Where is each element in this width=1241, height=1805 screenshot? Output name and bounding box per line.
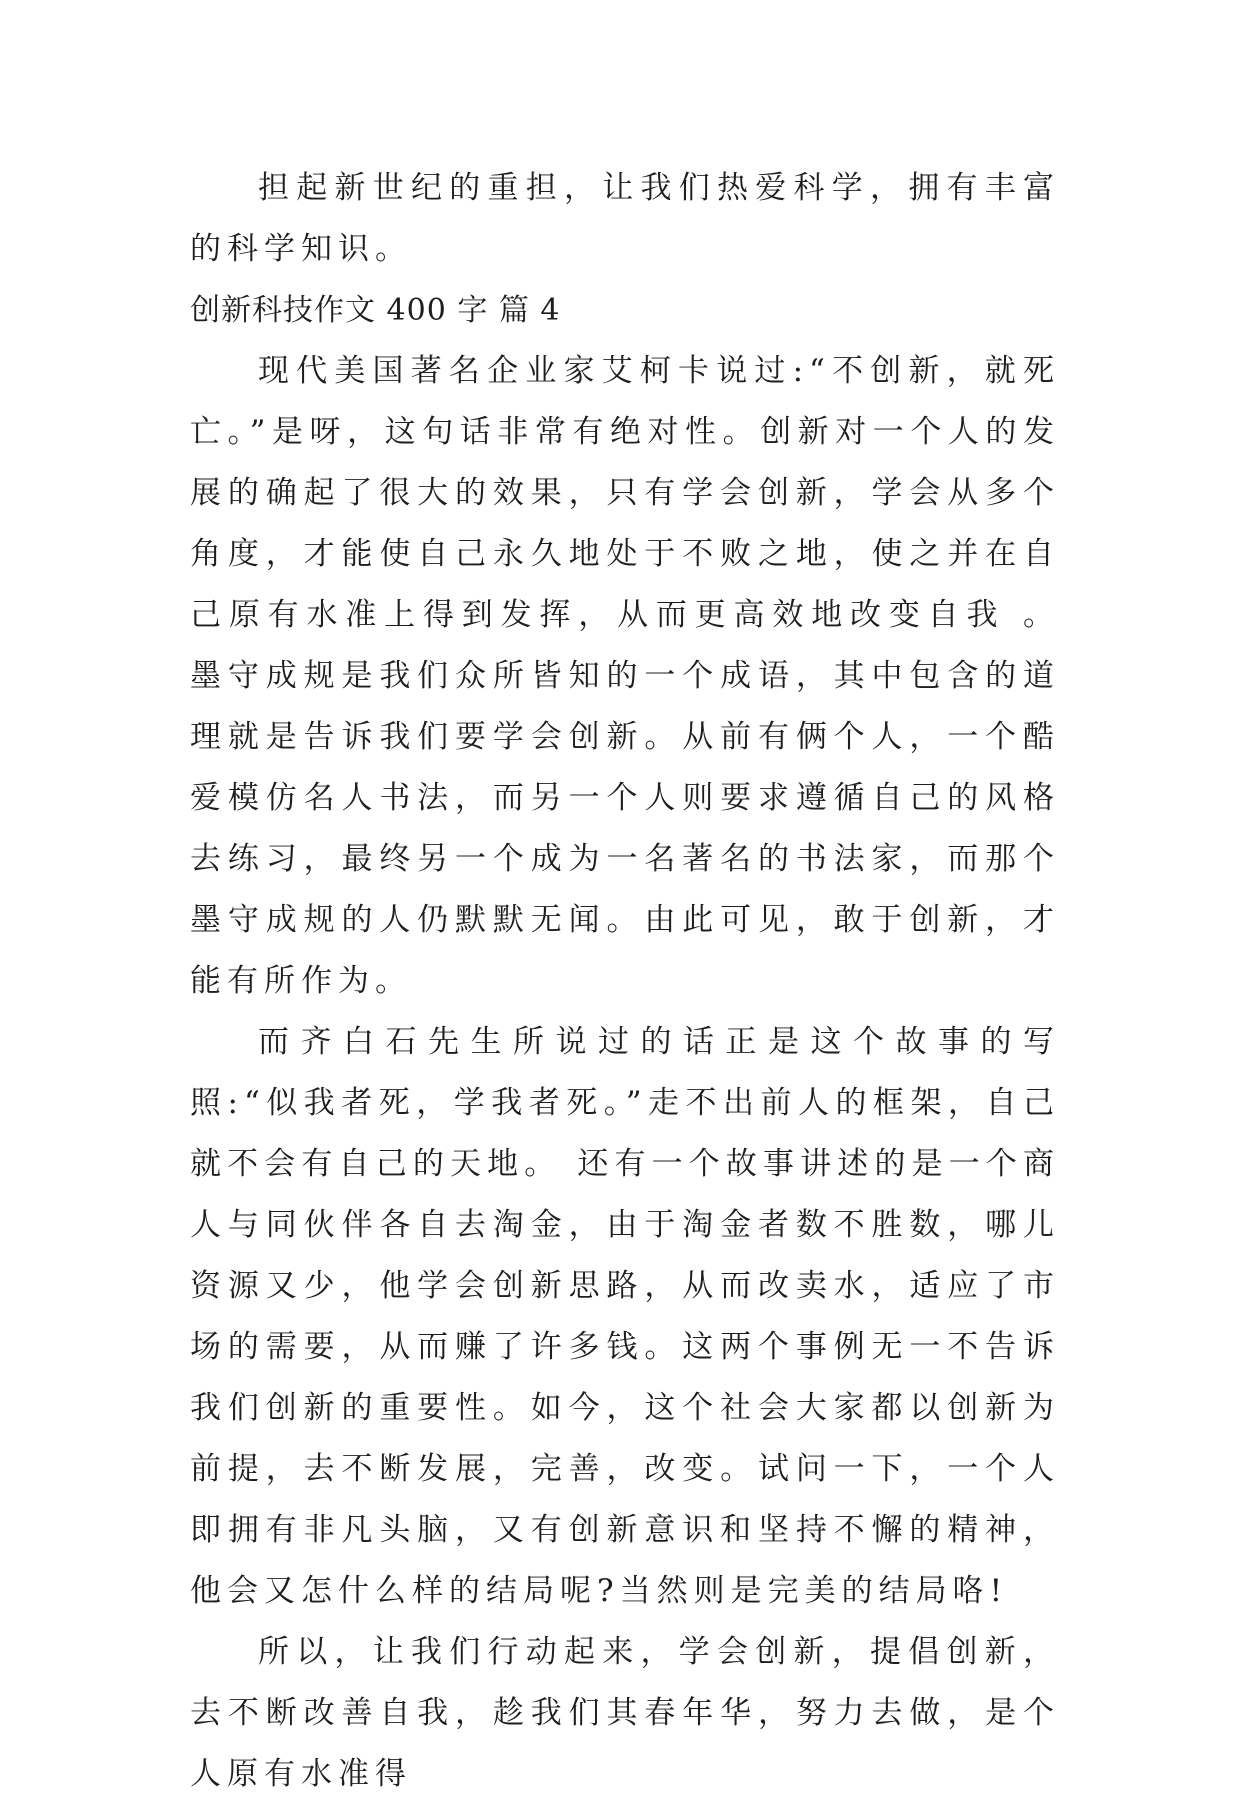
intro-paragraph: 担起新世纪的重担，让我们热爱科学，拥有丰富的科学知识。 bbox=[190, 170, 1060, 267]
body-paragraph-1: 现代美国著名企业家艾柯卡说过:“不创新，就死亡。”是呀，这句话非常有绝对性。创新对一个人的发展的确起了很大的效果，只有学会创新，学会从多个角度，才能使自己永久地处于不败之地，使之并在自己原有水准上得到发挥，从而更高效地改变自我 。 墨守成规是我们众所皆知的一个成语，其中包含的道理就是告诉我们要学会创新。从前有俩个人，一个酷爱模仿名人书法，而另一个人则要求遵循自己的风格去练习，最终另一个成为一名著名的书法家，而那个墨守成规的人仍默默无闻。由此可见，敢于创新，才能有所作为。 bbox=[190, 353, 1060, 999]
body-paragraph-3: 所以，让我们行动起来，学会创新，提倡创新，去不断改善自我，趁我们其春年华，努力去做，是个人原有水准得 bbox=[190, 1634, 1060, 1792]
document-body bbox=[190, 158, 1060, 1805]
body-paragraph-2: 而齐白石先生所说过的话正是这个故事的写照:“似我者死，学我者死。”走不出前人的框架，自己就不会有自己的天地。 还有一个故事讲述的是一个商人与同伙伴各自去淘金，由于淘金者数不胜数，哪儿资源又少，他学会创新思路，从而改卖水，适应了市场的需要，从而赚了许多钱。这两个事例无一不告诉我们创新的重要性。如今，这个社会大家都以创新为前提，去不断发展，完善，改变。试问一下，一个人即拥有非凡头脑，又有创新意识和坚持不懈的精神，他会又怎什么样的结局呢?当然则是完美的结局咯! bbox=[190, 1024, 1060, 1609]
section-heading: 创新科技作文 400 字 篇 4 bbox=[190, 293, 561, 328]
